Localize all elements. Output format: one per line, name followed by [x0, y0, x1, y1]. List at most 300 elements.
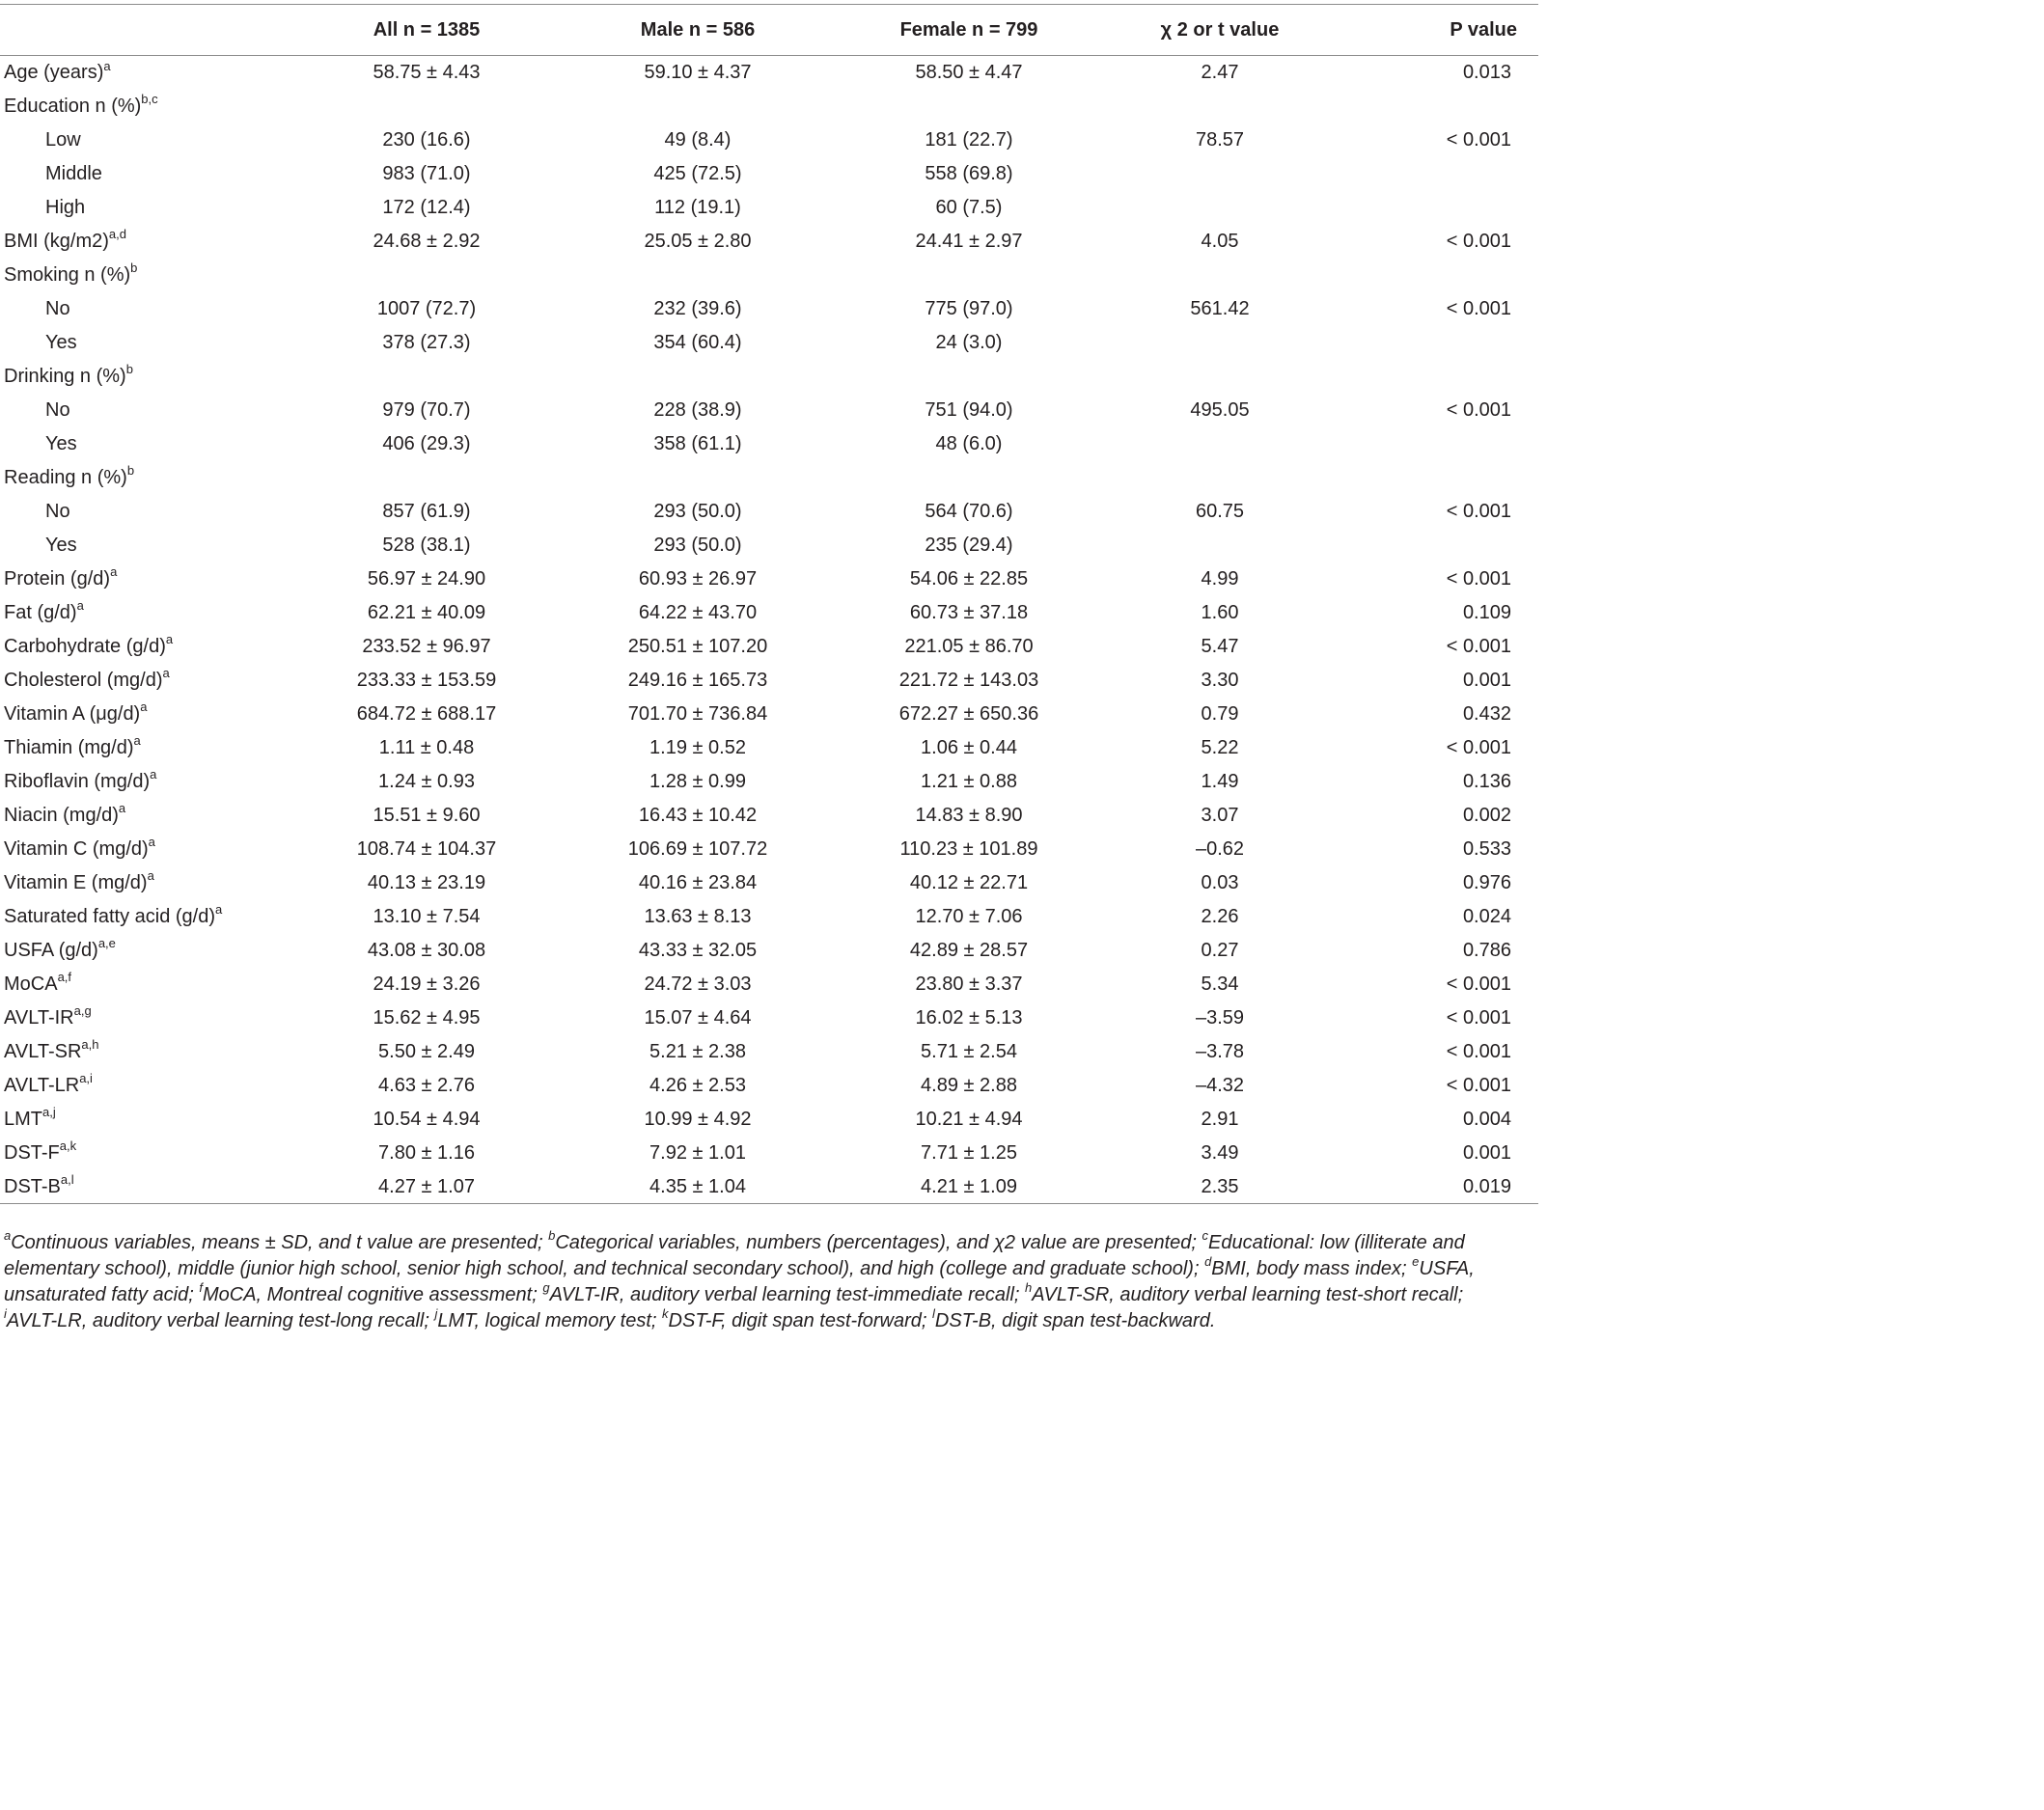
table-row [0, 934, 1538, 968]
cell-p: < 0.001 [1446, 1041, 1511, 1062]
cell-p [1355, 529, 1538, 562]
header-stat-text: χ 2 or t value [1160, 19, 1280, 41]
row-label [0, 225, 311, 259]
cell-p [1355, 191, 1538, 225]
row-label [0, 833, 311, 866]
cell-all: 10.54 ± 4.94 [373, 1109, 481, 1130]
footnote-text: MoCA, Montreal cognitive assessment; [202, 1284, 543, 1305]
table-row [0, 1137, 1538, 1170]
footnote-marker: l [931, 1306, 935, 1322]
header-row [0, 5, 1538, 56]
cell-male: 293 (50.0) [653, 501, 742, 522]
footnote-marker: i [4, 1306, 7, 1322]
header-stat [1085, 5, 1355, 56]
row-label [0, 360, 311, 394]
cell-all: 4.27 ± 1.07 [378, 1175, 475, 1197]
cell-male: 5.21 ± 2.38 [649, 1041, 746, 1062]
row-label-footnote-marker: a [215, 902, 223, 918]
cell-all: 1007 (72.7) [376, 298, 477, 319]
table-row [0, 596, 1538, 630]
row-label-text: Fat (g/d) [4, 602, 77, 623]
row-label-text: BMI (kg/m2) [4, 231, 109, 252]
cell-female: 24 (3.0) [935, 332, 1003, 353]
table-row [0, 157, 1538, 191]
row-label [0, 1137, 311, 1170]
row-label [0, 529, 311, 562]
cell-female: 221.05 ± 86.70 [904, 636, 1034, 657]
cell-male [542, 90, 853, 123]
table-row [0, 90, 1538, 123]
footnote-text: Educational: low (illiterate and elementary school), middle (junior high school, senior high school, and technical secondary school), and high (college and graduate school); [4, 1232, 1465, 1279]
footnote-marker: b [548, 1228, 556, 1244]
row-label [0, 461, 311, 495]
table-row [0, 225, 1538, 259]
row-label-footnote-marker: a,l [60, 1172, 74, 1188]
cell-stat: 5.47 [1201, 636, 1239, 657]
cell-all [311, 461, 542, 495]
row-label-text: AVLT-IR [4, 1007, 74, 1028]
cell-all: 230 (16.6) [382, 129, 471, 151]
cell-p [1355, 326, 1538, 360]
cell-stat: 2.91 [1201, 1109, 1239, 1130]
footnote-marker: h [1025, 1280, 1033, 1296]
row-label-text: MoCA [4, 974, 58, 995]
cell-male: 40.16 ± 23.84 [638, 872, 758, 893]
cell-stat: –0.62 [1195, 838, 1245, 860]
row-label-footnote-marker: a,f [57, 970, 72, 985]
row-label [0, 1103, 311, 1137]
cell-female: 54.06 ± 22.85 [909, 568, 1029, 590]
cell-p: 0.432 [1462, 703, 1511, 725]
cell-stat: 2.47 [1201, 62, 1239, 84]
cell-all: 172 (12.4) [382, 197, 471, 218]
row-label-footnote-marker: b [130, 261, 138, 276]
cell-stat [1085, 360, 1355, 394]
cell-stat: 561.42 [1190, 298, 1250, 319]
cell-p: 0.109 [1462, 602, 1511, 623]
cell-female: 10.21 ± 4.94 [915, 1109, 1023, 1130]
cell-all: 58.75 ± 4.43 [373, 62, 481, 84]
row-label [0, 157, 311, 191]
row-label [0, 123, 311, 157]
cell-stat: 1.60 [1201, 602, 1239, 623]
row-label-text: Cholesterol (mg/d) [4, 670, 163, 691]
cell-all: 1.24 ± 0.93 [378, 771, 475, 792]
footnote-marker: f [199, 1280, 203, 1296]
row-label-text: Niacin (mg/d) [4, 805, 119, 826]
cell-male: 24.72 ± 3.03 [644, 974, 752, 995]
cell-stat: 3.30 [1201, 670, 1239, 691]
cell-stat [1085, 529, 1355, 562]
row-label-footnote-marker: a,g [73, 1003, 92, 1019]
row-label [0, 90, 311, 123]
row-label-text: No [45, 399, 70, 421]
cell-stat: –3.59 [1195, 1007, 1245, 1028]
cell-male: 43.33 ± 32.05 [638, 940, 758, 961]
row-label [0, 866, 311, 900]
table-row [0, 1001, 1538, 1035]
cell-stat: 0.79 [1201, 703, 1239, 725]
table-row [0, 799, 1538, 833]
table-row [0, 529, 1538, 562]
cell-male: 354 (60.4) [653, 332, 742, 353]
row-label [0, 1001, 311, 1035]
table-row [0, 259, 1538, 292]
cell-p [1355, 90, 1538, 123]
table-row [0, 360, 1538, 394]
characteristics-table [0, 4, 1538, 1204]
table-row [0, 630, 1538, 664]
cell-stat: 3.07 [1201, 805, 1239, 826]
cell-female: 221.72 ± 143.03 [898, 670, 1039, 691]
row-label-text: Vitamin E (mg/d) [4, 872, 148, 893]
cell-all: 233.33 ± 153.59 [356, 670, 497, 691]
cell-stat [1085, 157, 1355, 191]
cell-female [853, 259, 1085, 292]
cell-female: 181 (22.7) [925, 129, 1013, 151]
cell-all: 24.19 ± 3.26 [373, 974, 481, 995]
cell-p [1355, 427, 1538, 461]
cell-male: 16.43 ± 10.42 [638, 805, 758, 826]
cell-male: 10.99 ± 4.92 [644, 1109, 752, 1130]
footnote-marker: e [1412, 1254, 1420, 1270]
cell-all: 5.50 ± 2.49 [378, 1041, 475, 1062]
cell-male: 1.28 ± 0.99 [649, 771, 746, 792]
cell-female: 4.21 ± 1.09 [921, 1175, 1017, 1197]
row-label-text: Thiamin (mg/d) [4, 737, 134, 758]
row-label [0, 56, 311, 90]
row-label-text: Education n (%) [4, 96, 142, 117]
cell-all: 13.10 ± 7.54 [373, 906, 481, 927]
footnote-text: AVLT-LR, auditory verbal learning test-long recall; [6, 1310, 435, 1331]
cell-all: 684.72 ± 688.17 [356, 703, 497, 725]
row-label-text: DST-B [4, 1175, 61, 1197]
header-male-text: Male n = 586 [640, 19, 756, 41]
row-label [0, 394, 311, 427]
row-label-text: No [45, 298, 70, 319]
cell-p: 0.001 [1462, 670, 1511, 691]
cell-female: 5.71 ± 2.54 [921, 1041, 1017, 1062]
cell-stat: 2.26 [1201, 906, 1239, 927]
cell-female: 48 (6.0) [935, 433, 1003, 454]
cell-male: 112 (19.1) [654, 197, 741, 218]
cell-all: 4.63 ± 2.76 [378, 1075, 475, 1096]
row-label-footnote-marker: a [162, 666, 170, 681]
row-label [0, 427, 311, 461]
footnote-text: DST-B, digit span test-backward. [934, 1310, 1216, 1331]
cell-all: 406 (29.3) [382, 433, 471, 454]
cell-p: < 0.001 [1446, 1075, 1511, 1096]
cell-all: 233.52 ± 96.97 [362, 636, 491, 657]
row-label-footnote-marker: a [76, 598, 84, 614]
cell-female: 58.50 ± 4.47 [915, 62, 1023, 84]
cell-stat [1085, 191, 1355, 225]
cell-p: 0.013 [1462, 62, 1511, 84]
cell-female: 60 (7.5) [935, 197, 1003, 218]
cell-male [542, 461, 853, 495]
footnote-text: DST-F, digit span test-forward; [668, 1310, 932, 1331]
cell-stat: 0.03 [1201, 872, 1239, 893]
cell-p: < 0.001 [1446, 974, 1511, 995]
cell-female: 23.80 ± 3.37 [915, 974, 1023, 995]
cell-p: 0.533 [1462, 838, 1511, 860]
cell-male: 232 (39.6) [653, 298, 742, 319]
table-row [0, 292, 1538, 326]
cell-stat: 4.99 [1201, 568, 1239, 590]
row-label-text: Riboflavin (mg/d) [4, 771, 151, 792]
cell-male [542, 360, 853, 394]
header-all [311, 5, 542, 56]
cell-p: < 0.001 [1446, 231, 1511, 252]
footnote-marker: d [1204, 1254, 1212, 1270]
table-row [0, 664, 1538, 698]
row-label-footnote-marker: a [103, 58, 111, 73]
row-label-text: Vitamin A (μg/d) [4, 703, 141, 725]
row-label-text: AVLT-LR [4, 1075, 80, 1096]
footnote-text: AVLT-SR, auditory verbal learning test-short recall; [1032, 1284, 1464, 1305]
row-label [0, 1170, 311, 1204]
row-label [0, 292, 311, 326]
footnote-marker: a [4, 1228, 12, 1244]
table-row [0, 562, 1538, 596]
cell-p: 0.001 [1462, 1142, 1511, 1164]
footnote-marker: g [542, 1280, 550, 1296]
cell-p: < 0.001 [1446, 399, 1511, 421]
cell-all: 43.08 ± 30.08 [367, 940, 486, 961]
row-label-text: DST-F [4, 1142, 60, 1164]
table-row [0, 326, 1538, 360]
cell-p: < 0.001 [1446, 501, 1511, 522]
cell-male: 64.22 ± 43.70 [638, 602, 758, 623]
row-label [0, 1069, 311, 1103]
cell-male: 293 (50.0) [653, 535, 742, 556]
table-row [0, 731, 1538, 765]
header-all-text: All n = 1385 [373, 19, 481, 41]
row-label-footnote-marker: a,k [59, 1138, 77, 1154]
cell-female: 12.70 ± 7.06 [915, 906, 1023, 927]
table-row [0, 394, 1538, 427]
table-row [0, 1035, 1538, 1069]
cell-male: 701.70 ± 736.84 [627, 703, 768, 725]
row-label-text: No [45, 501, 70, 522]
table-row [0, 191, 1538, 225]
cell-female: 110.23 ± 101.89 [899, 838, 1038, 860]
footnote-text: LMT, logical memory test; [437, 1310, 663, 1331]
footnote-text: AVLT-IR, auditory verbal learning test-immediate recall; [549, 1284, 1026, 1305]
row-label-footnote-marker: a [147, 868, 154, 884]
cell-all: 1.11 ± 0.48 [378, 737, 475, 758]
cell-p [1355, 259, 1538, 292]
cell-male: 13.63 ± 8.13 [644, 906, 752, 927]
row-label-text: AVLT-SR [4, 1041, 82, 1062]
cell-stat: 5.22 [1201, 737, 1239, 758]
table-body [0, 56, 1538, 1204]
table-row [0, 765, 1538, 799]
cell-all: 62.21 ± 40.09 [367, 602, 486, 623]
row-label [0, 495, 311, 529]
cell-male: 59.10 ± 4.37 [644, 62, 752, 84]
row-label-footnote-marker: a [118, 801, 126, 816]
cell-stat [1085, 326, 1355, 360]
row-label [0, 698, 311, 731]
table-row [0, 833, 1538, 866]
cell-all: 378 (27.3) [382, 332, 471, 353]
row-label-footnote-marker: a,h [81, 1037, 99, 1053]
row-label-footnote-marker: b,c [141, 92, 158, 107]
cell-stat: 78.57 [1195, 129, 1245, 151]
cell-female: 40.12 ± 22.71 [909, 872, 1029, 893]
cell-female: 60.73 ± 37.18 [909, 602, 1029, 623]
row-label-footnote-marker: b [126, 463, 135, 479]
cell-female: 7.71 ± 1.25 [921, 1142, 1017, 1164]
cell-all [311, 360, 542, 394]
cell-p: 0.004 [1462, 1109, 1511, 1130]
cell-male: 106.69 ± 107.72 [627, 838, 768, 860]
cell-p: 0.786 [1462, 940, 1511, 961]
table-row [0, 698, 1538, 731]
row-label-footnote-marker: a [148, 835, 155, 850]
row-label-footnote-marker: a,j [42, 1105, 56, 1120]
cell-p: 0.002 [1462, 805, 1511, 826]
row-label [0, 900, 311, 934]
cell-stat: –4.32 [1195, 1075, 1245, 1096]
footnote-marker: c [1202, 1228, 1209, 1244]
cell-male: 358 (61.1) [653, 433, 742, 454]
cell-male: 4.26 ± 2.53 [649, 1075, 746, 1096]
header-label [0, 5, 311, 56]
cell-stat: 4.05 [1201, 231, 1239, 252]
cell-female: 775 (97.0) [925, 298, 1013, 319]
row-label-text: Low [45, 129, 81, 151]
cell-all: 56.97 ± 24.90 [367, 568, 486, 590]
footnote-text: USFA, unsaturated fatty acid; [4, 1258, 1475, 1305]
row-label [0, 968, 311, 1001]
row-label [0, 765, 311, 799]
cell-all: 40.13 ± 23.19 [367, 872, 486, 893]
cell-female: 1.21 ± 0.88 [921, 771, 1017, 792]
row-label-text: LMT [4, 1109, 42, 1130]
row-label-footnote-marker: a [150, 767, 157, 782]
row-label-text: Protein (g/d) [4, 568, 111, 590]
header-male [542, 5, 853, 56]
cell-stat [1085, 90, 1355, 123]
cell-female: 16.02 ± 5.13 [915, 1007, 1023, 1028]
header-p [1355, 5, 1538, 56]
row-label-text: Yes [45, 332, 77, 353]
footnote-text: BMI, body mass index; [1211, 1258, 1413, 1279]
table-row [0, 968, 1538, 1001]
cell-p [1355, 157, 1538, 191]
cell-female: 24.41 ± 2.97 [915, 231, 1023, 252]
row-label-text: USFA (g/d) [4, 940, 98, 961]
row-label-footnote-marker: a,e [97, 936, 116, 951]
table-row [0, 1069, 1538, 1103]
footnote-marker: j [434, 1306, 438, 1322]
row-label-text: Vitamin C (mg/d) [4, 838, 149, 860]
cell-male: 228 (38.9) [653, 399, 742, 421]
cell-male [542, 259, 853, 292]
cell-male: 25.05 ± 2.80 [644, 231, 752, 252]
row-label-text: Age (years) [4, 62, 104, 84]
cell-male: 425 (72.5) [653, 163, 742, 184]
row-label [0, 1035, 311, 1069]
cell-female: 1.06 ± 0.44 [921, 737, 1017, 758]
cell-female [853, 360, 1085, 394]
cell-female [853, 90, 1085, 123]
row-label-text: Yes [45, 535, 77, 556]
cell-male: 15.07 ± 4.64 [644, 1007, 752, 1028]
cell-stat: –3.78 [1195, 1041, 1245, 1062]
cell-p: < 0.001 [1446, 737, 1511, 758]
row-label-text: Yes [45, 433, 77, 454]
row-label-footnote-marker: a,d [108, 227, 126, 242]
cell-all: 857 (61.9) [382, 501, 471, 522]
row-label-text: Reading n (%) [4, 467, 127, 488]
cell-stat [1085, 427, 1355, 461]
cell-all: 24.68 ± 2.92 [373, 231, 481, 252]
table-row [0, 1103, 1538, 1137]
cell-stat [1085, 259, 1355, 292]
row-label-footnote-marker: a [110, 564, 118, 580]
cell-stat: 495.05 [1190, 399, 1250, 421]
row-label [0, 934, 311, 968]
table-footnotes [4, 1230, 1509, 1334]
row-label [0, 630, 311, 664]
cell-male: 7.92 ± 1.01 [649, 1142, 746, 1164]
row-label-text: Carbohydrate (g/d) [4, 636, 166, 657]
cell-p: 0.976 [1462, 872, 1511, 893]
row-label [0, 562, 311, 596]
table-row [0, 427, 1538, 461]
footnote-text: Continuous variables, means ± SD, and t value are presented; [11, 1232, 549, 1253]
cell-p: 0.136 [1462, 771, 1511, 792]
header-female [853, 5, 1085, 56]
cell-female: 14.83 ± 8.90 [915, 805, 1023, 826]
cell-all [311, 259, 542, 292]
cell-stat: 60.75 [1195, 501, 1245, 522]
row-label-text: Saturated fatty acid (g/d) [4, 906, 216, 927]
cell-p: < 0.001 [1446, 636, 1511, 657]
table-row [0, 56, 1538, 90]
cell-female: 751 (94.0) [925, 399, 1013, 421]
cell-all: 979 (70.7) [382, 399, 471, 421]
cell-all: 15.62 ± 4.95 [373, 1007, 481, 1028]
row-label [0, 259, 311, 292]
cell-all: 7.80 ± 1.16 [378, 1142, 475, 1164]
row-label-footnote-marker: b [125, 362, 133, 377]
cell-stat: 5.34 [1201, 974, 1239, 995]
row-label [0, 664, 311, 698]
cell-female: 4.89 ± 2.88 [921, 1075, 1017, 1096]
cell-male: 49 (8.4) [664, 129, 732, 151]
cell-all: 15.51 ± 9.60 [373, 805, 481, 826]
cell-p: < 0.001 [1446, 129, 1511, 151]
cell-male: 249.16 ± 165.73 [627, 670, 768, 691]
cell-male: 4.35 ± 1.04 [649, 1175, 746, 1197]
table-row [0, 866, 1538, 900]
cell-female: 672.27 ± 650.36 [898, 703, 1039, 725]
header-p-text: P value [1450, 19, 1517, 41]
cell-all: 528 (38.1) [382, 535, 471, 556]
cell-male: 60.93 ± 26.97 [638, 568, 758, 590]
table-header [0, 5, 1538, 56]
table-row [0, 1170, 1538, 1204]
row-label [0, 799, 311, 833]
row-label-footnote-marker: a,i [79, 1071, 93, 1086]
cell-female: 235 (29.4) [925, 535, 1013, 556]
table-row [0, 495, 1538, 529]
cell-p [1355, 360, 1538, 394]
